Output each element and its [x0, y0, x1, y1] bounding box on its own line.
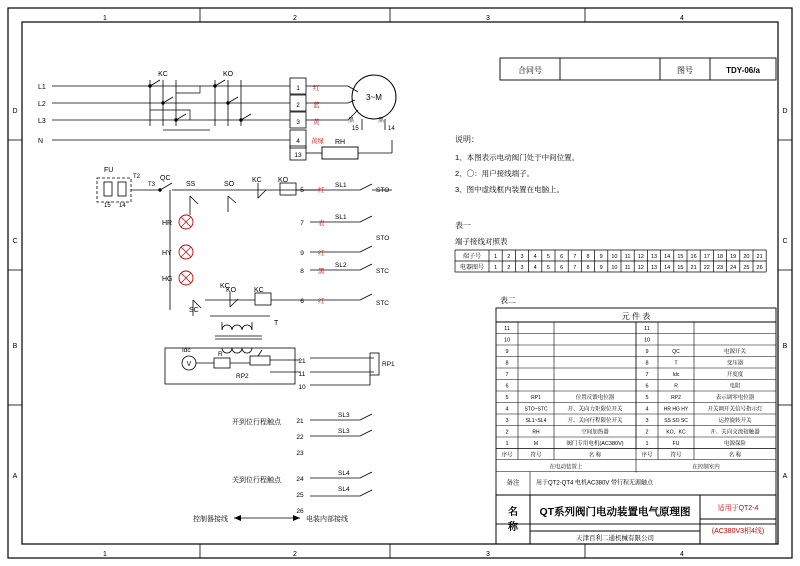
table-one-cell: 4: [533, 265, 537, 271]
label-sto-a: STO: [376, 187, 390, 194]
label-sl3-b: SL3: [338, 428, 350, 435]
label-ko-contactor: KO: [222, 71, 234, 78]
zone-mark-bottom-3: 3: [486, 551, 490, 558]
table-two-no: 2: [505, 429, 509, 436]
terminal-9: 9: [300, 250, 304, 257]
table-two-no: 7: [505, 372, 509, 378]
terminal-10: 10: [298, 384, 306, 391]
drawing-no-value: TDY-06/a: [726, 66, 760, 75]
table-two-footer-left: 在电动装置上: [549, 464, 583, 471]
table-one-cell: 3: [520, 254, 524, 260]
table-two-name: 运控旋转开关: [718, 418, 752, 424]
label-rh: RH: [334, 139, 346, 146]
table-two-no: 2: [645, 429, 649, 436]
label-rp1: RP1: [382, 361, 395, 368]
table-two-name: 电源开关: [723, 349, 747, 355]
table-one-cell: 5: [546, 265, 550, 271]
table-one-cell: 25: [743, 265, 750, 271]
table-two-title: 元 件 表: [621, 312, 651, 321]
table-two-no: 5: [505, 395, 509, 401]
terminal-2: 2: [296, 102, 300, 109]
lamp-hy-label: HY: [162, 250, 172, 257]
table-two-symbol: RP2: [671, 395, 681, 401]
label-so: SO: [224, 181, 235, 188]
table-two-caption: 表二: [500, 296, 516, 305]
table-one-cell: 10: [611, 254, 618, 260]
table-one-cell: 6: [560, 254, 564, 260]
table-two-symbol: RP1: [531, 395, 541, 401]
table-two-symbol: SL1~SL4: [525, 418, 547, 424]
zone-mark-right-d: D: [782, 108, 788, 115]
table-two-name: 电源保险: [723, 441, 747, 447]
table-two-no: 8: [645, 360, 649, 367]
label-L2: L2: [38, 101, 46, 108]
table-two-no: 11: [644, 326, 650, 332]
label-sl4-b: SL4: [338, 486, 350, 493]
table-one-cell: 4: [533, 254, 537, 260]
motor-label: 3~M: [366, 93, 382, 102]
table-two-symbol: M: [533, 441, 539, 447]
wire-color-2: 蓝: [313, 102, 320, 109]
zone-mark-bottom-4: 4: [680, 551, 684, 558]
table-two-symbol: T: [674, 360, 678, 367]
table-two-no: 1: [645, 441, 649, 447]
table-one-cell: 16: [690, 254, 697, 260]
table-two-name: 开、关向交流接触器: [710, 429, 760, 436]
table-one-cell: 15: [677, 265, 684, 271]
table-two-no: 1: [505, 441, 509, 447]
table-two-symbol: R: [674, 383, 678, 390]
label-kc-upper: KC: [220, 283, 230, 290]
table-one-caption: 表一: [455, 221, 471, 230]
contract-label: 合同号: [518, 66, 542, 75]
limit-terminal-24: 24: [296, 476, 304, 483]
table-two-name: 阀门专用电机(AC380V): [566, 441, 624, 447]
company-name: 天津百利二通机械有限公司: [576, 535, 654, 542]
table-two-name: 开、关向力矩限位开关: [567, 406, 623, 413]
remark-text: 用于QT2-QT4 电机AC380V 带行程无源触点: [536, 480, 654, 487]
table-two-no: 11: [504, 326, 510, 332]
table-one-cell: 22: [703, 265, 710, 271]
label-sl3-a: SL3: [338, 412, 350, 419]
terminal-11: 11: [298, 371, 306, 378]
label-fu: FU: [104, 167, 114, 174]
label-stc-b: STC: [376, 300, 389, 307]
table-one-cell: 12: [637, 265, 644, 271]
table-two-name: 开度度: [726, 372, 744, 378]
label-stc-a: STC: [376, 268, 389, 275]
table-two-name: 位置反馈电位器: [575, 395, 615, 401]
drawing-no-label: 图号: [677, 66, 693, 75]
table-two-no: 7: [645, 372, 649, 378]
fuse-num-15: 15: [104, 203, 111, 209]
table-one-cell: 21: [690, 265, 697, 271]
table-one-row-label: 电器图号: [459, 265, 485, 271]
table-one-cell: 11: [624, 265, 631, 271]
remark-label: 备注: [506, 479, 520, 487]
wire-color-4: 黄绿: [311, 138, 324, 145]
zone-mark-left-b: B: [12, 343, 18, 350]
table-one-cell: 14: [664, 254, 671, 260]
label-sl2: SL2: [335, 262, 347, 269]
table-one-cell: 15: [677, 254, 684, 260]
label-ko-aux: KO: [226, 287, 237, 294]
table-two-symbol: STO~STC: [524, 406, 548, 413]
table-one-cell: 26: [756, 265, 763, 271]
wire-color-1: 红: [313, 85, 320, 92]
table-two-symbol: KO、KC: [666, 429, 686, 436]
table-two-name: 开、关向行程限位开关: [567, 418, 623, 424]
label-r: R: [218, 351, 223, 358]
motor-wire-black-2: 黑: [378, 118, 385, 124]
terminal-3: 3: [296, 119, 300, 126]
note-1: 1、本图表示电动阀门处于中间位置。: [455, 153, 580, 162]
label-sc: SC: [189, 307, 199, 314]
zone-mark-top-4: 4: [680, 15, 684, 22]
table-two-name: 表示调零电位器: [715, 395, 755, 401]
table-two-symbol: HR HG HY: [663, 406, 689, 413]
limit-terminal-26: 26: [296, 508, 304, 515]
label-ss: SS: [186, 181, 196, 188]
table-two-no: 4: [645, 406, 649, 413]
table-one-cell: 9: [599, 254, 603, 260]
table-one-cell: 12: [637, 254, 644, 260]
zone-mark-bottom-2: 2: [293, 551, 297, 558]
table-two-no: 4: [505, 406, 509, 413]
table-one-cell: 2: [507, 265, 511, 271]
zone-mark-left-a: A: [12, 473, 18, 480]
table-two-no: 3: [505, 418, 509, 424]
wire-color-6: 表: [318, 220, 325, 227]
terminal-5: 5: [300, 187, 304, 194]
table-one-cell: 7: [573, 265, 577, 271]
table-two-no: 10: [503, 337, 511, 344]
table-one-cell: 20: [743, 254, 750, 260]
table-one-cell: 18: [716, 254, 724, 260]
fuse-num-14: 14: [119, 203, 126, 209]
zone-mark-right-b: B: [782, 343, 788, 350]
table-one-subtitle: 端子接线对照表: [455, 237, 508, 246]
wire-color-9: 红: [318, 298, 325, 305]
table-two-footer-right: 在控制室内: [692, 464, 720, 471]
table-two-header: 符号: [670, 452, 682, 459]
table-one-cell: 9: [599, 265, 603, 271]
zone-mark-top-2: 2: [293, 15, 297, 22]
table-one-cell: 1: [494, 254, 498, 260]
table-two-no: 10: [643, 337, 651, 344]
table-one-cell: 8: [586, 265, 590, 271]
zone-mark-bottom-1: 1: [103, 551, 107, 558]
table-two-no: 9: [645, 349, 649, 355]
table-two-name: 变压器: [726, 360, 744, 367]
table-one-cell: 10: [611, 265, 618, 271]
label-kc-coil: KC: [254, 287, 264, 294]
zone-mark-right-a: A: [782, 473, 788, 480]
motor-num-14: 14: [388, 126, 395, 132]
wire-color-7: 红: [318, 250, 325, 257]
main-title: QT系列阀门电动装置电气原理图: [539, 506, 691, 518]
label-N: N: [38, 138, 44, 145]
table-one-cell: 13: [650, 265, 658, 271]
limit-terminal-21: 21: [296, 418, 304, 425]
table-two-symbol: FU: [672, 441, 680, 447]
table-one-cell: 7: [573, 254, 577, 260]
terminal-4: 4: [296, 138, 300, 145]
label-t2: T2: [133, 174, 141, 180]
table-one-cell: 5: [546, 254, 550, 260]
terminal-1: 1: [296, 85, 300, 92]
note-3: 3、图中虚线框内装置在电脑上。: [455, 185, 565, 194]
table-two-symbol: RH: [532, 429, 540, 436]
table-two-symbol: QC: [672, 349, 680, 355]
label-L1: L1: [38, 84, 46, 91]
zone-mark-top-3: 3: [486, 15, 490, 22]
label-qc: QC: [160, 175, 171, 182]
table-one-cell: 1: [494, 265, 498, 271]
zone-mark-right-c: C: [782, 238, 788, 245]
terminal-6: 6: [300, 298, 304, 305]
lamp-hg-label: HG: [162, 276, 173, 283]
table-one-cell: 2: [507, 254, 511, 260]
table-one-row-label: 端子号: [462, 254, 482, 260]
table-two-header: 符号: [530, 452, 542, 459]
applicable-line-2: (AC380V3相4线): [711, 528, 765, 535]
table-one-cell: 14: [664, 265, 671, 271]
table-one-cell: 3: [520, 265, 524, 271]
applicable-line-1: 适用于QT2-4: [717, 505, 759, 512]
table-one-cell: 21: [756, 254, 763, 260]
table-two-no: 6: [645, 383, 649, 390]
limit-terminal-23: 23: [296, 450, 304, 457]
table-two-header: 序号: [501, 452, 513, 459]
terminal-8: 8: [300, 268, 304, 275]
table-two-no: 3: [645, 418, 649, 424]
label-transformer: T: [274, 320, 279, 327]
label-kc-contactor: KC: [158, 71, 168, 78]
label-sl1-b: SL1: [335, 214, 347, 221]
table-two-header: 名 称: [728, 452, 742, 459]
label-sto-b: STO: [376, 235, 390, 242]
table-two-header: 序号: [641, 452, 653, 459]
label-ko-coil: KO: [278, 177, 289, 184]
table-two-symbol: Idc: [672, 372, 680, 378]
table-one-cell: 19: [730, 254, 737, 260]
motor-wire-black-1: 黑: [348, 118, 355, 124]
label-idc: Idc: [182, 347, 191, 354]
label-kc-aux: KC: [252, 177, 262, 184]
table-two-no: 5: [645, 395, 649, 401]
open-limit-group-label: 开到位行程触点: [232, 419, 281, 426]
table-one-cell: 8: [586, 254, 590, 260]
motor-num-15: 15: [352, 126, 359, 132]
limit-terminal-22: 22: [296, 434, 304, 441]
name-label-1: 名: [508, 507, 518, 518]
table-one-cell: 13: [650, 254, 658, 260]
close-limit-group-label: 关到位行程触点: [232, 477, 281, 484]
legend-right-label: 电装内部接线: [306, 516, 348, 523]
table-one-cell: 24: [730, 265, 737, 271]
label-rp2: RP2: [236, 373, 249, 380]
table-two-name: 空间加热器: [581, 429, 609, 436]
zone-mark-top-1: 1: [103, 15, 107, 22]
zone-mark-left-d: D: [12, 108, 18, 115]
meter-symbol: V: [186, 361, 192, 368]
table-two-symbol: SS SO SC: [664, 418, 688, 424]
terminal-7: 7: [300, 220, 304, 227]
table-one-cell: 17: [703, 254, 710, 260]
label-t3: T3: [148, 182, 156, 188]
table-two-no: 6: [505, 383, 509, 390]
table-two-name: 电阻: [729, 383, 741, 390]
label-sl1-a: SL1: [335, 182, 347, 189]
table-two-no: 8: [505, 360, 509, 367]
table-two-name: 开关调开关信号指示灯: [707, 406, 763, 413]
notes-heading: 说明：: [455, 135, 479, 144]
zone-mark-left-c: C: [12, 238, 18, 245]
legend-left-label: 控制器接线: [193, 516, 228, 523]
table-one-cell: 23: [716, 265, 724, 271]
wire-color-5: 红: [318, 187, 325, 194]
terminal-13: 13: [294, 152, 302, 159]
label-L3: L3: [38, 118, 46, 125]
table-one-cell: 6: [560, 265, 564, 271]
limit-terminal-25: 25: [296, 492, 304, 499]
table-one-cell: 11: [624, 254, 631, 260]
note-2: 2、〇：用户接线端子。: [455, 169, 535, 178]
name-label-2: 称: [508, 522, 518, 533]
label-sl4-a: SL4: [338, 470, 350, 477]
lamp-hr-label: HR: [162, 220, 173, 227]
wire-color-8: 黑: [318, 268, 325, 275]
terminal-21: 21: [298, 358, 306, 365]
table-two-header: 名 称: [588, 452, 602, 459]
wire-color-3: 黄: [313, 119, 320, 126]
table-two-no: 9: [505, 349, 509, 355]
